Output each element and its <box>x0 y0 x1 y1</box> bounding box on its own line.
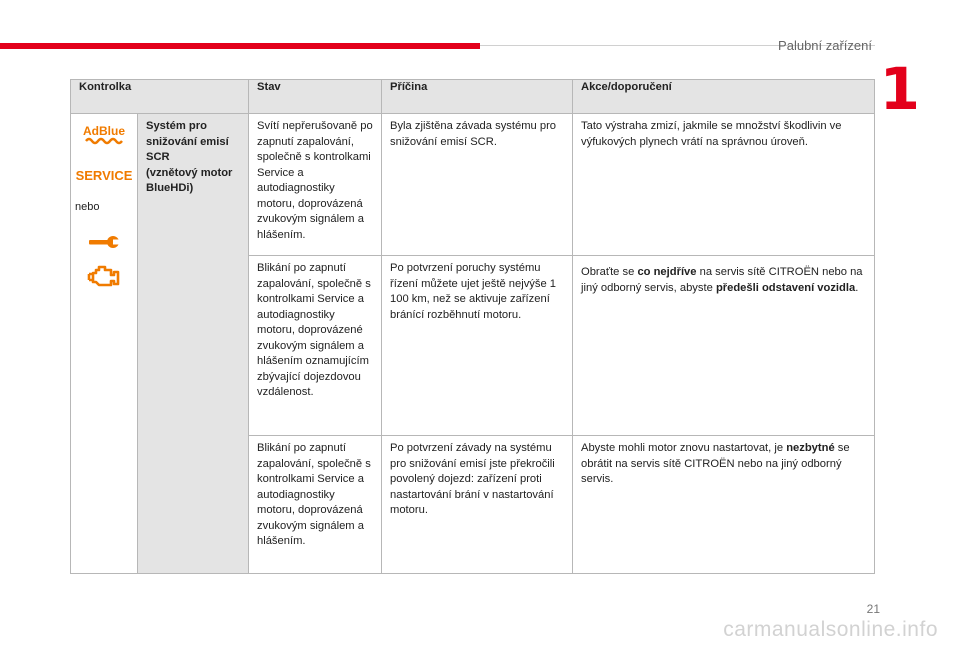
state-cell: Blikání po zapnutí zapalování, společně s kontrolkami Service a autodiagnostiky motoru, doprovázená zvukovým signálem a hlášením. <box>249 436 382 574</box>
or-label: nebo <box>75 201 100 213</box>
column-header-kontrolka: Kontrolka <box>71 80 249 114</box>
page-number: 21 <box>866 602 880 616</box>
table-row <box>71 114 875 256</box>
action-cell: Obraťte se co nejdříve na servis sítě CITROËN nebo na jiný odborný servis, abyste předešli odstavení vozidla. <box>573 256 875 436</box>
state-cell: Svítí nepřerušovaně po zapnutí zapalování, společně s kontrolkami Service a autodiagnostiky motoru, doprovázená zvukovým signálem a hlášením. <box>249 114 382 256</box>
column-header-pricina: Příčina <box>382 80 573 114</box>
state-cell: Blikání po zapnutí zapalování, společně s kontrolkami Service a autodiagnostiky motoru, doprovázené zvukovým signálem a hlášením oznamujícím zbývající dojezdovou vzdálenost. <box>249 256 382 436</box>
indicator-icons-cell <box>71 114 138 574</box>
system-name-cell: Systém pro snižování emisí SCR (vznětový motor BlueHDi) <box>138 114 249 574</box>
adblue-icon <box>82 122 126 148</box>
section-title: Palubní zařízení <box>778 38 872 53</box>
action-cell: Abyste mohli motor znovu nastartovat, je nezbytné se obrátit na servis sítě CITROËN nebo na jiný odborný servis. <box>573 436 875 574</box>
wrench-icon <box>87 234 121 250</box>
service-icon <box>75 164 133 186</box>
action-cell: Tato výstraha zmizí, jakmile se množství škodlivin ve výfukových plynech vrátí na správnou úroveň. <box>573 114 875 256</box>
engine-icon <box>87 264 121 288</box>
column-header-stav: Stav <box>249 80 382 114</box>
chapter-number: 1 <box>879 55 920 123</box>
column-header-akce: Akce/doporučení <box>573 80 875 114</box>
warning-lights-table <box>70 79 875 574</box>
cause-cell: Byla zjištěna závada systému pro snižování emisí SCR. <box>382 114 573 256</box>
svg-text:AdBlue: AdBlue <box>83 124 125 138</box>
cause-cell: Po potvrzení závady na systému pro snižování emisí jste překročili povolený dojezd: zařízení proti nastartování brání v nastartování motoru. <box>382 436 573 574</box>
watermark: carmanualsonline.info <box>723 618 938 641</box>
svg-text:SERVICE: SERVICE <box>75 168 133 183</box>
header-red-bar <box>0 43 480 49</box>
cause-cell: Po potvrzení poruchy systému řízení můžete ujet ještě nejvýše 1 100 km, než se aktivuje zařízení bránící rozběhnutí motoru. <box>382 256 573 436</box>
table-header-row <box>71 80 875 114</box>
